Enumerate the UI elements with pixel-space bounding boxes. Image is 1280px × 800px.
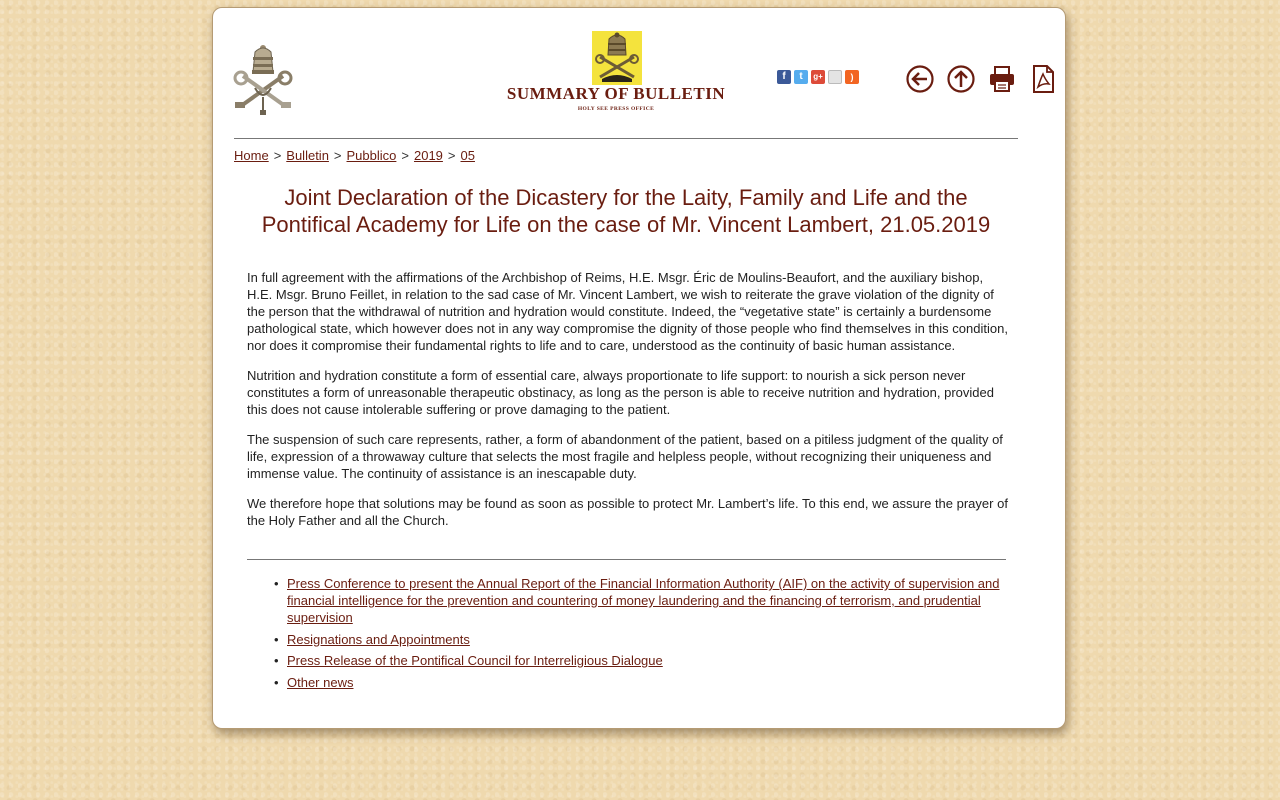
- page-container: [212, 7, 1066, 729]
- breadcrumb-separator: >: [401, 148, 409, 163]
- related-link-resignations[interactable]: Resignations and Appointments: [287, 631, 470, 647]
- article-paragraph: The suspension of such care represents, rather, a form of abandonment of the patient, based on a pitiless judgment of the quality of life, expression of a throwaway culture that selects the most fragile and helpless people, without recognizing their uniqueness and immense value. The continuity of assistance is an inescapable duty.: [247, 432, 1003, 481]
- print-icon[interactable]: [987, 64, 1017, 94]
- google-plus-icon[interactable]: g+: [811, 70, 825, 84]
- social-share-bar: [777, 70, 859, 84]
- article-paragraph: In full agreement with the affirmations of the Archbishop of Reims, H.E. Msgr. Éric de Moulins-Beaufort, and the auxiliary bishop, H.E. Msgr. Bruno Feillet, in relation to the sad case of Mr. Vincent Lambert, we wish to reiterate the grave violation of the dignity of the person that the withdrawal of nutrition and hydration would constitute. Indeed, the “vegetative state” is certainly a burdensome pathological state, which however does not in any way compromise the dignity of those people who find themselves in this condition, nor does it compromise their fundamental rights to life and to care, understood as the continuity of basic human assistance.: [247, 270, 1008, 353]
- list-item: [274, 575, 1007, 626]
- breadcrumb-bulletin[interactable]: Bulletin: [286, 148, 329, 163]
- bullet-icon: •: [274, 576, 279, 591]
- email-icon[interactable]: [828, 70, 842, 84]
- article-divider: [247, 559, 1006, 560]
- bullet-icon: •: [274, 631, 279, 647]
- related-link-interreligious-dialogue[interactable]: Press Release of the Pontifical Council for Interreligious Dialogue: [287, 653, 663, 668]
- related-news-list: [274, 575, 1007, 695]
- bulletin-logo-title: SUMMARY OF BULLETIN: [506, 84, 726, 103]
- breadcrumb-pubblico[interactable]: Pubblico: [346, 148, 397, 163]
- list-item: [274, 652, 1007, 669]
- bullet-icon: •: [274, 674, 279, 690]
- breadcrumb-separator: >: [447, 148, 456, 163]
- breadcrumb-separator: >: [333, 148, 342, 163]
- bullet-icon: •: [274, 653, 279, 668]
- holy-see-press-office-logo: [592, 31, 642, 85]
- bulletin-logo-subtitle: HOLY SEE PRESS OFFICE: [577, 106, 655, 112]
- rss-icon[interactable]: ): [845, 70, 859, 84]
- breadcrumb-separator: >: [273, 148, 282, 163]
- list-item: [274, 674, 1007, 691]
- list-item: [274, 631, 1007, 648]
- pdf-icon[interactable]: [1028, 64, 1058, 94]
- breadcrumb-year[interactable]: 2019: [413, 148, 443, 163]
- header-divider: [234, 138, 1018, 139]
- related-link-other-news[interactable]: Other news: [287, 674, 354, 690]
- page-tools: [905, 64, 1058, 94]
- article-paragraph: Nutrition and hydration constitute a form of essential care, always proportionate to life support: to nourish a sick person never constitutes a form of unreasonable therapeutic obstinacy, as long as the person is able to receive nutrition and hydration, provided this does not cause intolerable suffering or prove damaging to the patient.: [247, 368, 994, 417]
- breadcrumb-home[interactable]: Home: [234, 148, 269, 163]
- breadcrumb: [234, 148, 475, 163]
- article-paragraph: We therefore hope that solutions may be found as soon as possible to protect Mr. Lambert’s life. To this end, we assure the prayer of the Holy Father and all the Church.: [247, 496, 1008, 528]
- papal-crest-logo: [233, 42, 293, 116]
- article-body: [247, 269, 1009, 542]
- facebook-icon[interactable]: f: [777, 70, 791, 84]
- breadcrumb-month[interactable]: 05: [460, 148, 475, 163]
- back-arrow-icon[interactable]: [905, 64, 935, 94]
- up-arrow-icon[interactable]: [946, 64, 976, 94]
- related-link-aif-press-conference[interactable]: Press Conference to present the Annual Report of the Financial Information Authority (AIF) on the activity of supervision and financial intelligence for the prevention and countering of money laundering and the financing of terrorism, and prudential supervision: [287, 576, 1000, 625]
- page-title: Joint Declaration of the Dicastery for the Laity, Family and Life and the Pontifical Academy for Life on the case of Mr. Vincent Lambert, 21.05.2019: [261, 185, 991, 237]
- twitter-icon[interactable]: t: [794, 70, 808, 84]
